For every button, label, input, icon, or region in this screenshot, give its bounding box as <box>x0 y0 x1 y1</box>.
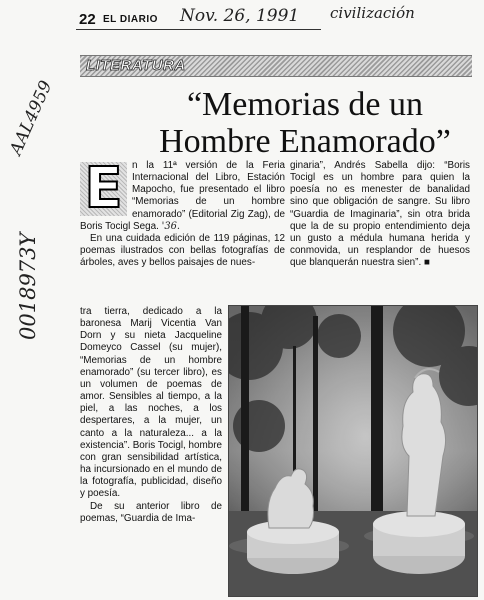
paragraph-lower: tra tierra, dedicado a la baronesa Marij Vicentia Van Dorn y su nieta Jacqueline Domeyco Cassel (su mujer), “Memorias de un hombre enamorado” (su tercer libro), es un volumen de poemas de amor. Sensibles al tiempo, a la piel, a las noches, a los despertares, a la mujer, un canto a la naturaleza... a la existencia”. Boris Tocigl, hombre con gran sensibilidad artística, ha incursionado en el mundo de la fotografía, publicidad, diseño y poesía. <box>80 306 222 500</box>
margin-code-top: AAL4959 <box>6 77 57 159</box>
paragraph-quote <box>290 160 470 269</box>
handwritten-note: '36. <box>161 220 181 232</box>
article-title-line-1: “Memorias de un <box>186 86 424 123</box>
quote-text: ginaria”, Andrés Sabella dijo: “Boris Tocigl es un hombre para quien la poesía no es menester de banalidad sino que obligación de sangre. Su libro “Guardia de Imaginaria”, sin otra brida que la de su propio entendimiento deja un gusto a médula humana herida y conmovida, un resplandor de huesos que blanquerán nuestra sien”. <box>290 160 470 269</box>
article-title-line-2: Hombre Enamorado” <box>159 123 451 160</box>
margin-code-bottom: 0018973Y <box>16 232 40 340</box>
header-rule <box>76 29 321 30</box>
dropcap <box>80 156 127 221</box>
article-column-1-top <box>80 156 285 269</box>
handwritten-date: Nov. 26, 1991 <box>180 6 300 26</box>
article-column-2 <box>290 160 470 269</box>
handwritten-topic: civilización <box>330 4 415 22</box>
article-column-1-lower <box>80 306 222 525</box>
paragraph-last: De su anterior libro de poemas, “Guardia de Ima- <box>80 500 222 524</box>
section-label: LITERATURA <box>86 57 186 74</box>
article-title <box>140 86 470 160</box>
end-mark: ■ <box>423 257 430 269</box>
intro-text: n la 11ª versión de la Feria Internacional del Libro, Estación Mapocho, fue presentado el libro “Memorias de un hombre enamorado” (Editorial Zig Zag), de Boris Tocigl Sega. <box>80 160 285 232</box>
newspaper-name: EL DIARIO <box>103 14 158 25</box>
page-number: 22 <box>79 11 96 28</box>
section-band <box>80 55 472 77</box>
dropcap-letter: E <box>84 156 123 221</box>
paragraph-edition: En una cuidada edición de 119 páginas, 12 poemas ilustrados con bellas fotografías de árboles, aves y bellos paisajes de nues- <box>80 232 285 269</box>
garden-statues-photo <box>228 305 478 597</box>
photo-illustration <box>229 306 477 596</box>
